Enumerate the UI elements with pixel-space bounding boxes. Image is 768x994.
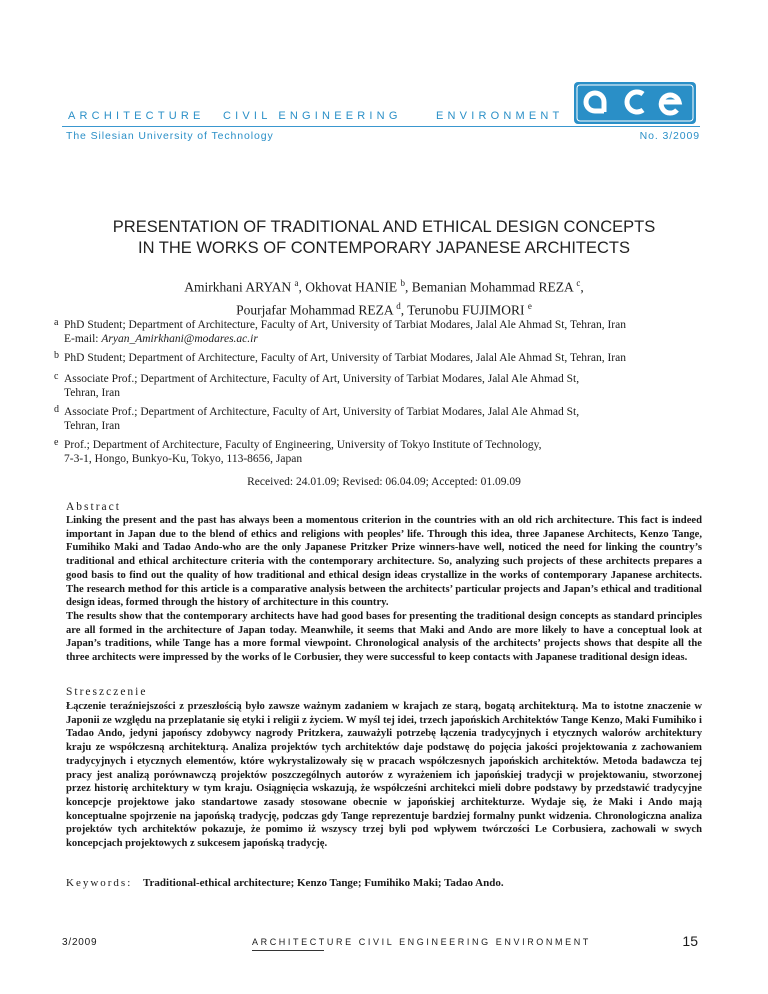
author-name: Pourjafar Mohammad REZA (236, 302, 393, 317)
author-affiliation-mark: e (527, 300, 532, 311)
footer-journal (252, 937, 591, 947)
author-affiliation-mark: a (294, 278, 299, 288)
affiliation-text: Tehran, Iran (64, 387, 121, 399)
keywords-label: Keywords: (66, 877, 133, 889)
abstract-paragraph: Linking the present and the past has always been a momentous criterion in the countries with an old rich architecture. This fact is indeed important in Japan due to the blend of ethics and religions with peoples’ life. Through this idea, three Japanese Architects, Kenzo Tange, Fumihiko Maki and Tadao Ando-who are the only Japanese Pritzker Prize winners-have well, noticed the need for linking the country’s traditional and ethical architecture criteria with the contemporary architecture. So, analyzing such projects of these architects prepares a good basis to find out the quality of how traditional and ethical design ideas crystallize in the works of contemporary Japanese architects. The research method for this article is a comparative analysis between the architects’ particular projects and Japan’s ethical and traditional design ideas, formed through the history of architecture in this country. (66, 515, 702, 609)
affiliation-text: Associate Prof.; Department of Architecture, Faculty of Art, University of Tarbiat Modares, Jalal Ale Ahmad St, (64, 406, 580, 418)
author-name: , Bemanian Mohammad REZA (405, 279, 573, 295)
paper-title (40, 217, 728, 259)
streszczenie-body (66, 700, 702, 851)
streszczenie-heading: Streszczenie (66, 686, 148, 698)
author-name: , Terunobu FUJIMORI (400, 302, 525, 317)
footer-journal-name: ARCHITECTURE CIVIL ENGINEERING ENVIRONMENT (252, 937, 591, 947)
author-list (40, 274, 728, 319)
affiliation-text: Tehran, Iran (64, 420, 121, 432)
submission-dates: Received: 24.01.09; Revised: 06.04.09; Accepted: 01.09.09 (247, 476, 521, 488)
university-name: The Silesian University of Technology (66, 130, 274, 142)
affiliation-label: e (54, 437, 59, 448)
affiliation-text: 7-3-1, Hongo, Bunkyo-Ku, Tokyo, 113-8656, Japan (64, 453, 303, 465)
affiliation-label: a (54, 317, 59, 328)
affiliation-label: c (54, 371, 59, 382)
author-email[interactable]: Aryan_Amirkhani@modares.ac.ir (101, 333, 258, 345)
footer-underline (252, 950, 324, 951)
ace-logo (574, 82, 696, 124)
keywords (66, 877, 504, 889)
header-rule (62, 126, 700, 127)
section-civil-engineering: CIVIL ENGINEERING (223, 110, 402, 122)
affiliation-label: d (54, 404, 59, 415)
affiliation-text: PhD Student; Department of Architecture, Faculty of Art, University of Tarbiat Modares, Jalal Ale Ahmad St, Tehran, Iran (64, 319, 626, 331)
affiliation-text: PhD Student; Department of Architecture, Faculty of Art, University of Tarbiat Modares, Jalal Ale Ahmad St, Tehran, Iran (64, 352, 626, 364)
section-environment: ENVIRONMENT (436, 110, 564, 122)
author-affiliation-mark: c (576, 278, 581, 288)
section-architecture: ARCHITECTURE (68, 110, 205, 122)
author-name: Amirkhani ARYAN (184, 279, 292, 295)
abstract-heading: Abstract (66, 501, 121, 513)
keywords-value: Traditional-ethical architecture; Kenzo Tange; Fumihiko Maki; Tadao Ando. (143, 877, 504, 889)
abstract-paragraph: The results show that the contemporary architects have had good bases for presenting the traditional design concepts as standard principles are all formed in the architecture of Japan today. Meanwhile, it seems that Maki and Ando are more likely to have a conceptual look at Japan’s traditions, while Tange has a more formal viewpoint. Chronological analysis of the architects’ projects shows that despite all the three architects were impressed by the works of le Corbusier, they were successful to keep contacts with Japanese traditional design ideas. (66, 610, 702, 664)
affiliation-text: Prof.; Department of Architecture, Faculty of Engineering, University of Tokyo Institute of Technology, (64, 439, 542, 451)
affiliation-text: Associate Prof.; Department of Architecture, Faculty of Art, University of Tarbiat Modares, Jalal Ale Ahmad St, (64, 373, 580, 385)
streszczenie-paragraph: Łączenie teraźniejszości z przeszłością było zawsze ważnym zadaniem w krajach ze starą, bogatą architekturą. Ma to istotne znaczenie w Japonii ze względu na przeplatanie się etyki i religii z życiem. W myśl tej idei, trzech japońskich Architektów Tange Kenzo, Maki Fumihiko i Tadao Ando, jedyni japońscy zdobywcy nagrody Pritzkera, zauważyli potrzebę łączenia tradycyjnych i etycznych walorów architektury kraju ze współczesną architekturą. Analiza projektów tych architektów daje podstawę do pojęcia jakości projektowania z zachowaniem tradycyjnych i etycznych elementów, które wykrystalizowały się w pracach współczesnych japońskich architektów. Metoda badawcza tej pracy jest analizą porównawczą projektów poszczególnych autorów z wyrażeniem ich japońskiej tradycji w projektowaniu, stworzonej przez historię architektury w tym kraju. Osiągnięcia wskazują, że współcześni architekci mieli dobre podstawy by przedstawić tradycyjne koncepcje projektowe jako standartowe zasady stosowane obecnie w japońskiej architekturze. Wydaje się, że Maki i Ando mają konceptualne spojrzenie na japońską tradycję, podczas gdy Tange reprezentuje bardziej formalny punkt widzenia. Chronologiczna analiza projektów tych architektów pokazuje, że pomimo iż wszyscy trzej byli pod wpływem twórczości Le Corbusiera, zachowali w swych koncepcjach projektowych z sukcesem japońską tradycję. (66, 701, 702, 850)
affiliation-c (54, 372, 714, 400)
page-number: 15 (682, 933, 698, 949)
author-separator: , (580, 279, 584, 295)
title-line-2: IN THE WORKS OF CONTEMPORARY JAPANESE ARCHITECTS (137, 239, 631, 257)
affiliation-a (54, 318, 714, 346)
abstract-body (66, 514, 702, 665)
affiliation-d (54, 405, 714, 433)
affiliation-e (54, 438, 714, 466)
title-line-1: PRESENTATION OF TRADITIONAL AND ETHICAL DESIGN CONCEPTS (112, 218, 656, 236)
author-affiliation-mark: b (400, 278, 405, 288)
email-label: E-mail: (64, 333, 99, 345)
author-affiliation-mark: d (396, 300, 401, 311)
affiliation-b (54, 351, 714, 365)
affiliation-label: b (54, 350, 59, 361)
issue-number: No. 3/2009 (639, 130, 700, 142)
footer-issue: 3/2009 (62, 937, 98, 948)
author-name: , Okhovat HANIE (298, 279, 398, 295)
